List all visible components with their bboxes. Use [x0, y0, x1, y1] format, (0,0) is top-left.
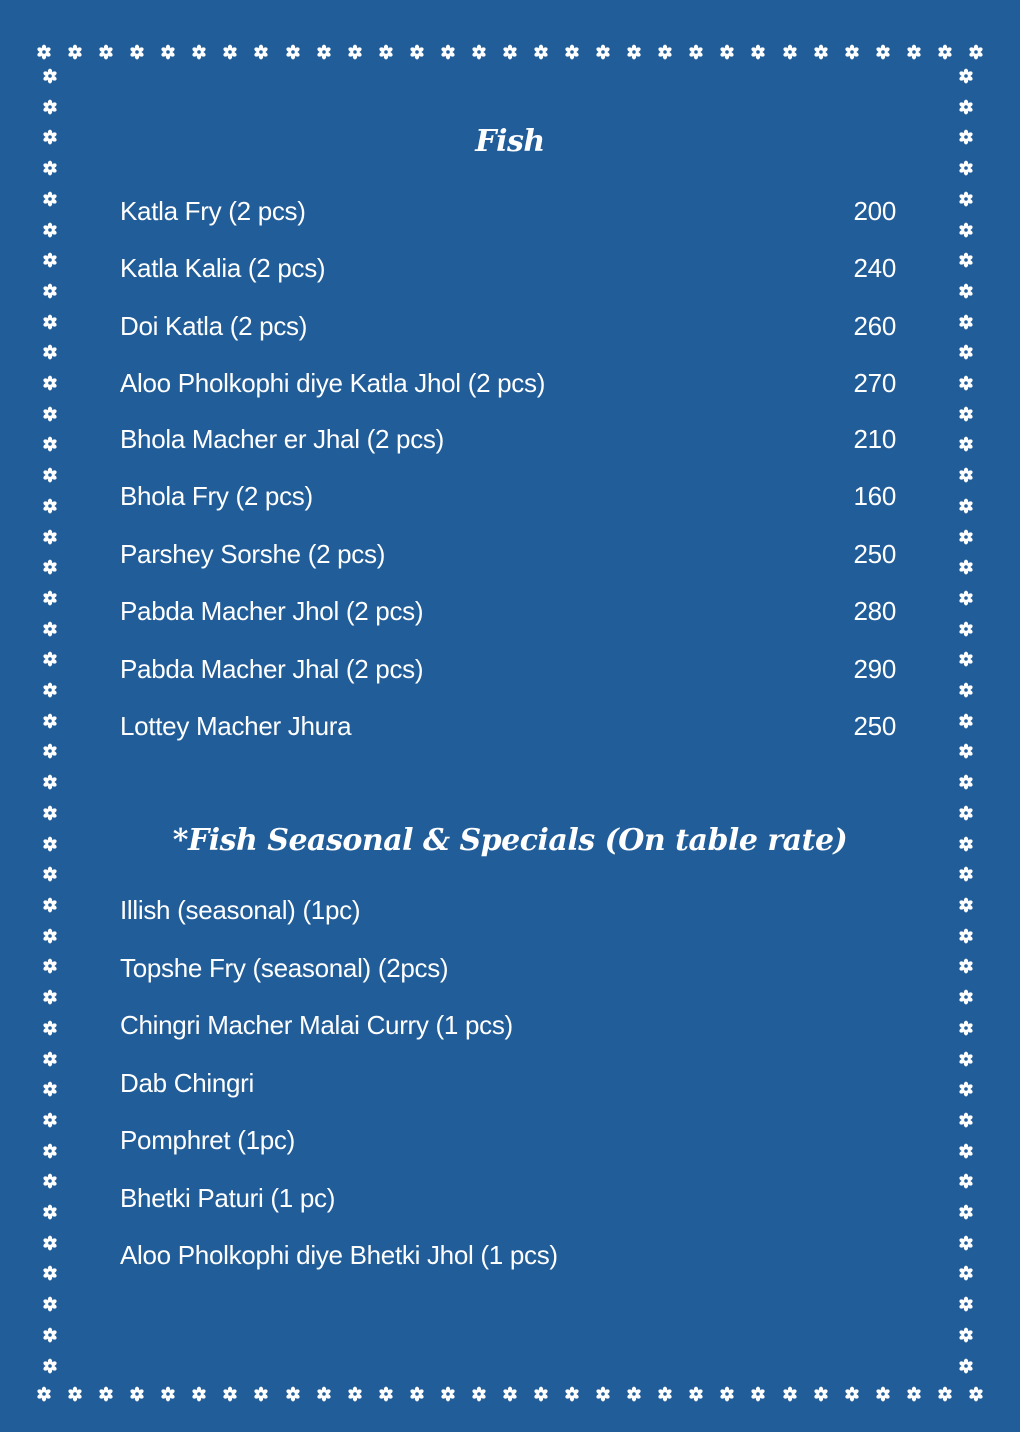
flower-ornament-icon [958, 160, 974, 176]
flower-ornament-icon [42, 222, 58, 238]
flower-ornament-icon [958, 99, 974, 115]
border-right [954, 68, 978, 1374]
menu-item [120, 1178, 896, 1218]
flower-ornament-icon [409, 44, 425, 60]
flower-ornament-icon [958, 1358, 974, 1374]
flower-ornament-icon [595, 44, 611, 60]
flower-ornament-icon [42, 651, 58, 667]
fish-section-title: Fish [475, 124, 545, 159]
flower-ornament-icon [958, 222, 974, 238]
flower-ornament-icon [968, 1386, 984, 1402]
flower-ornament-icon [958, 866, 974, 882]
flower-ornament-icon [958, 682, 974, 698]
flower-ornament-icon [42, 283, 58, 299]
item-name: Illish (seasonal) (1pc) [120, 894, 361, 925]
flower-ornament-icon [958, 651, 974, 667]
flower-ornament-icon [958, 1020, 974, 1036]
flower-ornament-icon [958, 1081, 974, 1097]
flower-ornament-icon [564, 44, 580, 60]
flower-ornament-icon [958, 897, 974, 913]
flower-ornament-icon [657, 1386, 673, 1402]
flower-ornament-icon [958, 590, 974, 606]
flower-ornament-icon [285, 44, 301, 60]
flower-ornament-icon [875, 1386, 891, 1402]
flower-ornament-icon [316, 1386, 332, 1402]
flower-ornament-icon [191, 44, 207, 60]
flower-ornament-icon [958, 498, 974, 514]
flower-ornament-icon [42, 467, 58, 483]
flower-ornament-icon [42, 1327, 58, 1343]
flower-ornament-icon [378, 1386, 394, 1402]
flower-ornament-icon [958, 559, 974, 575]
menu-item [120, 476, 896, 516]
flower-ornament-icon [42, 897, 58, 913]
flower-ornament-icon [42, 1112, 58, 1128]
flower-ornament-icon [471, 44, 487, 60]
flower-ornament-icon [42, 1143, 58, 1159]
flower-ornament-icon [958, 1143, 974, 1159]
flower-ornament-icon [42, 621, 58, 637]
flower-ornament-icon [42, 529, 58, 545]
flower-ornament-icon [42, 866, 58, 882]
flower-ornament-icon [958, 529, 974, 545]
flower-ornament-icon [958, 1265, 974, 1281]
flower-ornament-icon [502, 1386, 518, 1402]
flower-ornament-icon [958, 1235, 974, 1251]
item-price: 160 [853, 480, 896, 511]
item-price: 260 [853, 310, 896, 341]
item-price: 290 [853, 653, 896, 684]
item-name: Katla Kalia (2 pcs) [120, 252, 326, 283]
flower-ornament-icon [42, 344, 58, 360]
item-name: Katla Fry (2 pcs) [120, 195, 306, 226]
flower-ornament-icon [958, 1112, 974, 1128]
flower-ornament-icon [626, 44, 642, 60]
flower-ornament-icon [347, 1386, 363, 1402]
flower-ornament-icon [42, 559, 58, 575]
menu-item [120, 591, 896, 631]
flower-ornament-icon [958, 743, 974, 759]
flower-ornament-icon [958, 191, 974, 207]
flower-ornament-icon [191, 1386, 207, 1402]
menu-item [120, 706, 896, 746]
flower-ornament-icon [42, 160, 58, 176]
item-name: Topshe Fry (seasonal) (2pcs) [120, 952, 449, 983]
flower-ornament-icon [98, 44, 114, 60]
flower-ornament-icon [42, 1235, 58, 1251]
flower-ornament-icon [719, 1386, 735, 1402]
item-name: Pomphret (1pc) [120, 1124, 295, 1155]
flower-ornament-icon [222, 1386, 238, 1402]
item-price: 210 [853, 423, 896, 454]
flower-ornament-icon [42, 375, 58, 391]
flower-ornament-icon [36, 44, 52, 60]
item-name: Bhola Fry (2 pcs) [120, 480, 313, 511]
border-top [36, 40, 984, 64]
flower-ornament-icon [906, 44, 922, 60]
flower-ornament-icon [533, 1386, 549, 1402]
flower-ornament-icon [409, 1386, 425, 1402]
flower-ornament-icon [67, 44, 83, 60]
menu-item [120, 306, 896, 346]
flower-ornament-icon [958, 805, 974, 821]
flower-ornament-icon [440, 1386, 456, 1402]
flower-ornament-icon [657, 44, 673, 60]
flower-ornament-icon [813, 44, 829, 60]
flower-ornament-icon [719, 44, 735, 60]
item-price: 270 [853, 367, 896, 398]
flower-ornament-icon [688, 44, 704, 60]
flower-ornament-icon [958, 958, 974, 974]
flower-ornament-icon [42, 928, 58, 944]
flower-ornament-icon [844, 1386, 860, 1402]
flower-ornament-icon [813, 1386, 829, 1402]
flower-ornament-icon [958, 774, 974, 790]
flower-ornament-icon [782, 1386, 798, 1402]
flower-ornament-icon [937, 44, 953, 60]
flower-ornament-icon [42, 1296, 58, 1312]
flower-ornament-icon [958, 713, 974, 729]
flower-ornament-icon [958, 1173, 974, 1189]
menu-item [120, 191, 896, 231]
flower-ornament-icon [968, 44, 984, 60]
flower-ornament-icon [42, 1265, 58, 1281]
flower-ornament-icon [42, 1051, 58, 1067]
flower-ornament-icon [42, 314, 58, 330]
menu-item [120, 1120, 896, 1160]
flower-ornament-icon [958, 1296, 974, 1312]
flower-ornament-icon [875, 44, 891, 60]
flower-ornament-icon [347, 44, 363, 60]
flower-ornament-icon [958, 314, 974, 330]
flower-ornament-icon [750, 44, 766, 60]
menu-item [120, 890, 896, 930]
border-bottom [36, 1382, 984, 1406]
flower-ornament-icon [958, 1327, 974, 1343]
flower-ornament-icon [958, 283, 974, 299]
flower-ornament-icon [42, 498, 58, 514]
flower-ornament-icon [98, 1386, 114, 1402]
flower-ornament-icon [42, 191, 58, 207]
flower-ornament-icon [42, 406, 58, 422]
flower-ornament-icon [160, 1386, 176, 1402]
menu-item [120, 1063, 896, 1103]
flower-ornament-icon [42, 252, 58, 268]
flower-ornament-icon [42, 1020, 58, 1036]
item-name: Parshey Sorshe (2 pcs) [120, 538, 386, 569]
flower-ornament-icon [564, 1386, 580, 1402]
item-price: 280 [853, 595, 896, 626]
flower-ornament-icon [42, 774, 58, 790]
item-name: Lottey Macher Jhura [120, 710, 352, 741]
flower-ornament-icon [844, 44, 860, 60]
flower-ornament-icon [533, 44, 549, 60]
flower-ornament-icon [42, 743, 58, 759]
flower-ornament-icon [67, 1386, 83, 1402]
menu-item [120, 363, 896, 403]
menu-item [120, 534, 896, 574]
flower-ornament-icon [937, 1386, 953, 1402]
flower-ornament-icon [253, 44, 269, 60]
flower-ornament-icon [958, 68, 974, 84]
menu-item [120, 948, 896, 988]
flower-ornament-icon [36, 1386, 52, 1402]
flower-ornament-icon [750, 1386, 766, 1402]
flower-ornament-icon [440, 44, 456, 60]
flower-ornament-icon [958, 1204, 974, 1220]
item-price: 250 [853, 710, 896, 741]
flower-ornament-icon [958, 621, 974, 637]
item-name: Aloo Pholkophi diye Bhetki Jhol (1 pcs) [120, 1239, 558, 1270]
flower-ornament-icon [42, 99, 58, 115]
flower-ornament-icon [958, 406, 974, 422]
item-price: 250 [853, 538, 896, 569]
flower-ornament-icon [502, 44, 518, 60]
flower-ornament-icon [958, 467, 974, 483]
flower-ornament-icon [471, 1386, 487, 1402]
flower-ornament-icon [595, 1386, 611, 1402]
menu-item [120, 419, 896, 459]
flower-ornament-icon [316, 44, 332, 60]
flower-ornament-icon [42, 1081, 58, 1097]
flower-ornament-icon [906, 1386, 922, 1402]
flower-ornament-icon [42, 958, 58, 974]
item-name: Aloo Pholkophi diye Katla Jhol (2 pcs) [120, 367, 546, 398]
flower-ornament-icon [42, 68, 58, 84]
item-name: Bhola Macher er Jhal (2 pcs) [120, 423, 444, 454]
item-price: 240 [853, 252, 896, 283]
menu-item [120, 248, 896, 288]
flower-ornament-icon [42, 989, 58, 1005]
flower-ornament-icon [626, 1386, 642, 1402]
item-name: Pabda Macher Jhal (2 pcs) [120, 653, 424, 684]
flower-ornament-icon [782, 44, 798, 60]
flower-ornament-icon [253, 1386, 269, 1402]
specials-section-title: *Fish Seasonal & Specials (On table rate) [172, 823, 848, 858]
flower-ornament-icon [285, 1386, 301, 1402]
flower-ornament-icon [42, 1173, 58, 1189]
flower-ornament-icon [378, 44, 394, 60]
item-price: 200 [853, 195, 896, 226]
item-name: Pabda Macher Jhol (2 pcs) [120, 595, 424, 626]
item-name: Bhetki Paturi (1 pc) [120, 1182, 336, 1213]
menu-item [120, 649, 896, 689]
flower-ornament-icon [958, 375, 974, 391]
flower-ornament-icon [958, 344, 974, 360]
flower-ornament-icon [42, 436, 58, 452]
flower-ornament-icon [42, 1358, 58, 1374]
flower-ornament-icon [222, 44, 238, 60]
flower-ornament-icon [160, 44, 176, 60]
border-left [38, 68, 62, 1374]
flower-ornament-icon [958, 989, 974, 1005]
flower-ornament-icon [42, 713, 58, 729]
menu-item [120, 1235, 896, 1275]
flower-ornament-icon [958, 436, 974, 452]
flower-ornament-icon [42, 805, 58, 821]
item-name: Dab Chingri [120, 1067, 254, 1098]
flower-ornament-icon [42, 590, 58, 606]
item-name: Chingri Macher Malai Curry (1 pcs) [120, 1009, 513, 1040]
item-name: Doi Katla (2 pcs) [120, 310, 308, 341]
flower-ornament-icon [129, 1386, 145, 1402]
flower-ornament-icon [129, 44, 145, 60]
flower-ornament-icon [688, 1386, 704, 1402]
flower-ornament-icon [42, 1204, 58, 1220]
flower-ornament-icon [958, 928, 974, 944]
flower-ornament-icon [958, 252, 974, 268]
menu-item [120, 1005, 896, 1045]
flower-ornament-icon [958, 1051, 974, 1067]
flower-ornament-icon [42, 682, 58, 698]
